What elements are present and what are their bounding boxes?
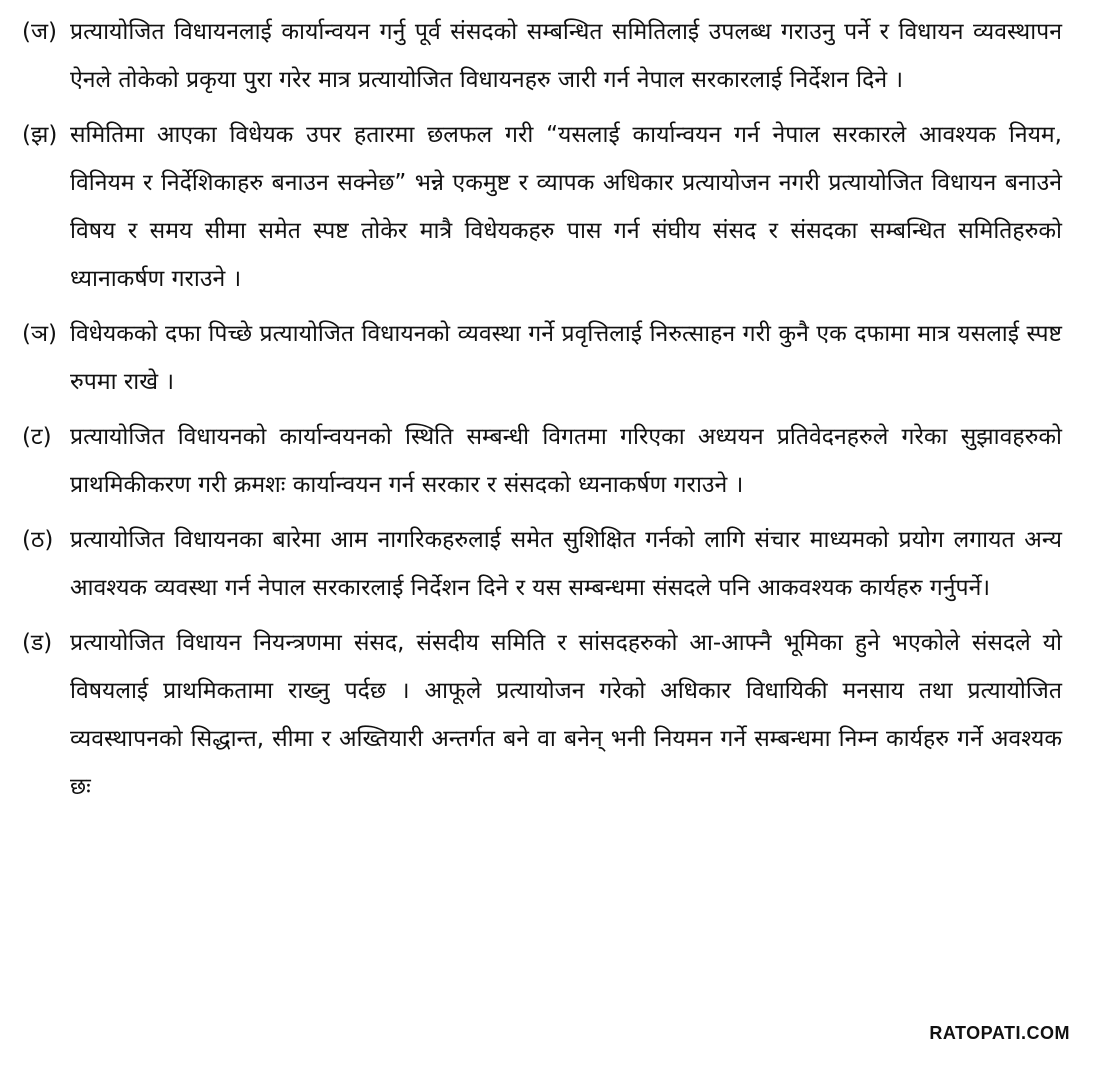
item-text: प्रत्यायोजित विधायनका बारेमा आम नागरिकहरुलाई समेत सुशिक्षित गर्नको लागि संचार माध्यमको प्रयोग लगायत अन्य आवश्यक व्यवस्था गर्न नेपाल सरकारलाई निर्देशन दिने र यस सम्बन्धमा संसदले पनि आकवश्यक कार्यहरु गर्नुपर्ने। bbox=[70, 527, 1062, 601]
item-text: समितिमा आएका विधेयक उपर हतारमा छलफल गरी “यसलाई कार्यान्वयन गर्न नेपाल सरकारले आवश्यक नियम, विनियम र निर्देशिकाहरु बनाउन सक्नेछ” भन्ने एकमुष्ट र व्यापक अधिकार प्रत्यायोजन नगरी प्रत्यायोजित विधायन बनाउने विषय र समय सीमा समेत स्पष्ट तोकेर मात्रै विधेयकहरु पास गर्न संघीय संसद र संसदका सम्बन्धित समितिहरुको ध्यानाकर्षण गराउने । bbox=[70, 122, 1062, 292]
list-item-ja bbox=[22, 8, 1062, 104]
item-marker: (ट) bbox=[22, 424, 52, 450]
item-marker: (ज) bbox=[22, 19, 58, 45]
item-marker: (ड) bbox=[22, 630, 53, 656]
item-text: प्रत्यायोजित विधायनलाई कार्यान्वयन गर्नु पूर्व संसदको सम्बन्धित समितिलाई उपलब्ध गराउनु पर्ने र विधायन व्यवस्थापन ऐनले तोकेको प्रकृया पुरा गरेर मात्र प्रत्यायोजित विधायनहरु जारी गर्न नेपाल सरकारलाई निर्देशन दिने । bbox=[70, 19, 1062, 93]
list-item-yna bbox=[22, 310, 1062, 406]
item-marker: (ठ) bbox=[22, 527, 54, 553]
site-watermark: RATOPATI.COM bbox=[929, 1023, 1070, 1043]
item-marker: (झ) bbox=[22, 122, 58, 148]
item-text: प्रत्यायोजित विधायनको कार्यान्वयनको स्थिति सम्बन्धी विगतमा गरिएका अध्ययन प्रतिवेदनहरुले गरेका सुझावहरुको प्राथमिकीकरण गरी क्रमशः कार्यान्वयन गर्न सरकार र संसदको ध्यनाकर्षण गराउने । bbox=[70, 424, 1062, 498]
item-marker: (ञ) bbox=[22, 321, 58, 347]
list-item-da bbox=[22, 619, 1062, 811]
list-item-tha bbox=[22, 516, 1062, 612]
item-text: विधेयकको दफा पिच्छे प्रत्यायोजित विधायनको व्यवस्था गर्ने प्रवृत्तिलाई निरुत्साहन गरी कुनै एक दफामा मात्र यसलाई स्पष्ट रुपमा राखे । bbox=[70, 321, 1062, 395]
list-item-ta bbox=[22, 413, 1062, 509]
item-text: प्रत्यायोजित विधायन नियन्त्रणमा संसद, संसदीय समिति र सांसदहरुको आ-आफ्नै भूमिका हुने भएकोले संसदले यो विषयलाई प्राथमिकतामा राख्नु पर्दछ । आफूले प्रत्यायोजन गरेको अधिकार विधायिकी मनसाय तथा प्रत्यायोजित व्यवस्थापनको सिद्धान्त, सीमा र अख्तियारी अन्तर्गत बने वा बनेन् भनी नियमन गर्ने सम्बन्धमा निम्न कार्यहरु गर्ने अवश्यक छः bbox=[70, 630, 1062, 800]
list-item-jha bbox=[22, 111, 1062, 303]
